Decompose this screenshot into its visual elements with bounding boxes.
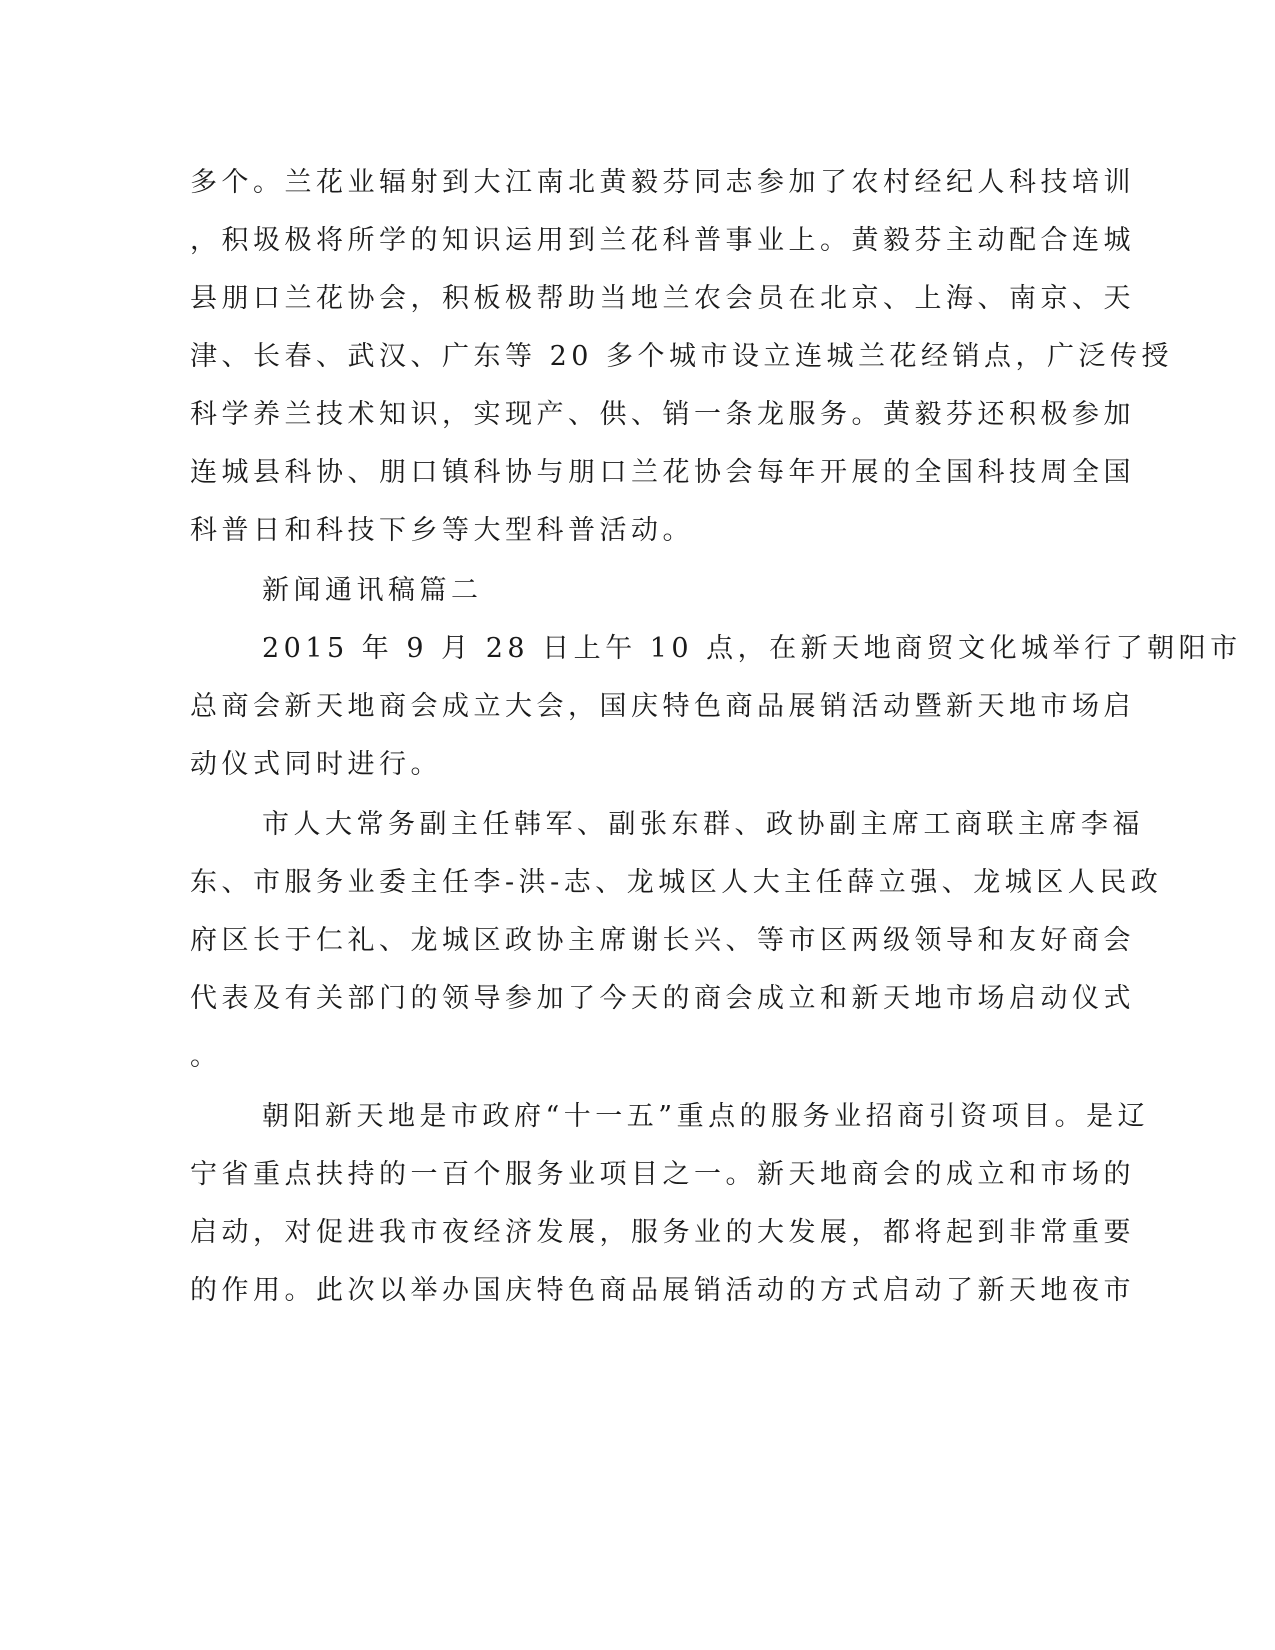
text-line: 代表及有关部门的领导参加了今天的商会成立和新天地市场启动仪式: [190, 983, 1135, 1014]
text-line: 科学养兰技术知识，实现产、供、销一条龙服务。黄毅芬还积极参加: [190, 399, 1135, 430]
text-line: 县朋口兰花协会，积板极帮助当地兰农会员在北京、上海、南京、天: [190, 283, 1135, 314]
text-line: 科普日和科技下乡等大型科普活动。: [190, 515, 694, 546]
text-line: 总商会新天地商会成立大会，国庆特色商品展销活动暨新天地市场启: [190, 691, 1135, 722]
text-line: 启动，对促进我市夜经济发展，服务业的大发展，都将起到非常重要: [190, 1217, 1135, 1248]
text-line: 东、市服务业委主任李-洪-志、龙城区人大主任薛立强、龙城区人民政: [190, 867, 1163, 898]
text-line: 朝阳新天地是市政府“十一五”重点的服务业招商引资项目。是辽: [262, 1101, 1150, 1132]
text-line: 多个。兰花业辐射到大江南北黄毅芬同志参加了农村经纪人科技培训: [190, 167, 1135, 198]
text-line: ，积圾极将所学的知识运用到兰花科普事业上。黄毅芬主动配合连城: [190, 225, 1135, 256]
text-line: 动仪式同时进行。: [190, 749, 442, 780]
section-heading: 新闻通讯稿篇二: [262, 575, 483, 606]
text-line: 。: [190, 1041, 222, 1072]
text-line: 2015 年 9 月 28 日上午 10 点，在新天地商贸文化城举行了朝阳市: [262, 633, 1242, 664]
text-line: 津、长春、武汉、广东等 20 多个城市设立连城兰花经销点，广泛传授: [190, 341, 1174, 372]
text-line: 的作用。此次以举办国庆特色商品展销活动的方式启动了新天地夜市: [190, 1275, 1135, 1306]
text-line: 宁省重点扶持的一百个服务业项目之一。新天地商会的成立和市场的: [190, 1159, 1135, 1190]
text-line: 市人大常务副主任韩军、副张东群、政协副主席工商联主席李福: [262, 809, 1144, 840]
text-line: 府区长于仁礼、龙城区政协主席谢长兴、等市区两级领导和友好商会: [190, 925, 1135, 956]
text-line: 连城县科协、朋口镇科协与朋口兰花协会每年开展的全国科技周全国: [190, 457, 1135, 488]
